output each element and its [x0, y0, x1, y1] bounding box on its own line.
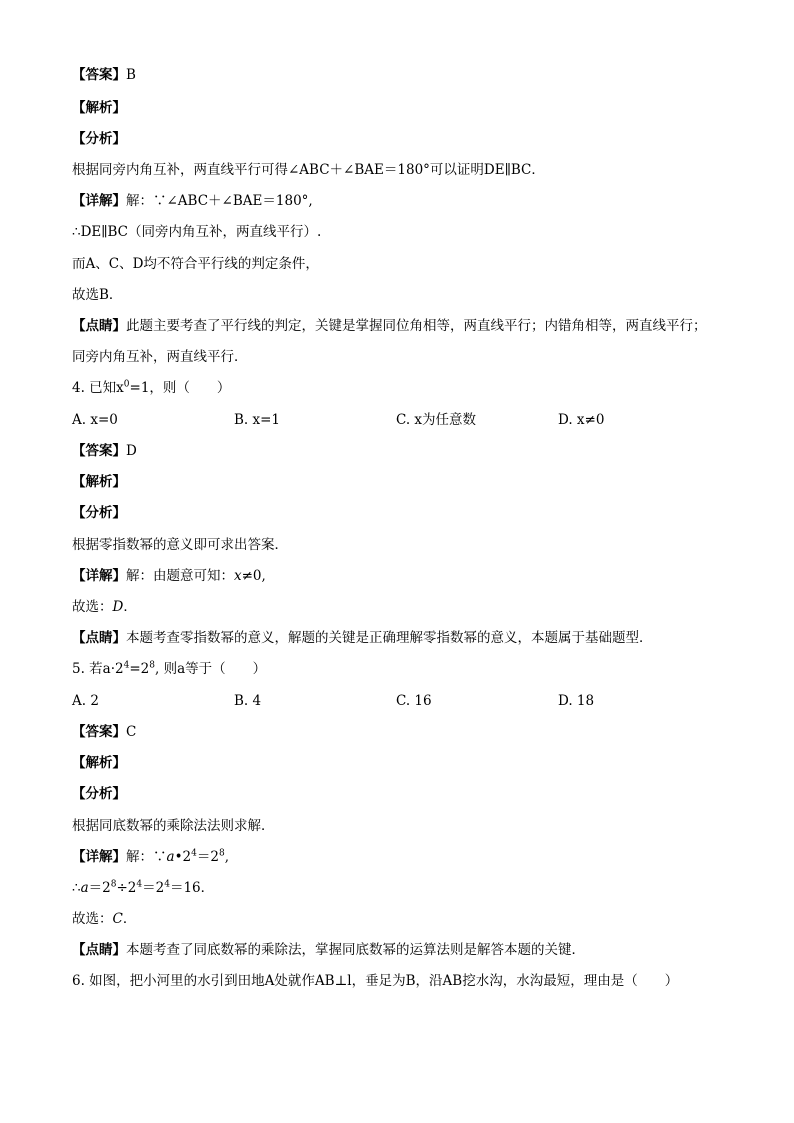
fenxi-text: 根据零指数幂的意义即可求出答案．: [72, 537, 288, 553]
answer-value: B: [126, 67, 136, 83]
option-d: D. 18: [558, 693, 595, 709]
detail-text: 而A、C、D均不符合平行线的判定条件，: [72, 256, 319, 272]
option-b: B. x=1: [234, 412, 281, 428]
option-d: D. x≠0: [558, 412, 605, 428]
detail-line: [72, 567, 266, 585]
fenxi-label: 【分析】: [72, 786, 126, 802]
detail-label: 【详解】: [72, 849, 126, 865]
answer-label: 【答案】: [72, 67, 126, 83]
fenxi-text: 根据同底数幂的乘除法法则求解．: [72, 818, 275, 834]
detail-text: ∴DE∥BC（同旁内角互补，两直线平行）.: [72, 224, 322, 240]
detail-text: ＝2: [88, 880, 111, 896]
comment-text: 本题考查零指数幂的意义，解题的关键是正确理解零指数幂的意义，本题属于基础题型．: [126, 630, 653, 646]
stem-part: 4. 已知x: [72, 380, 124, 396]
detail-text: ＝16．: [169, 880, 215, 896]
detail-text: 故选B．: [72, 287, 123, 303]
detail-text: 故选：: [72, 599, 113, 615]
comment-label: 【点睛】: [72, 630, 126, 646]
detail-text: ＝2: [142, 880, 165, 896]
stem-part: 5. 若a·2: [72, 661, 124, 677]
variable: C: [112, 911, 123, 927]
answer-value: D: [126, 443, 137, 459]
option-a: A. 2: [72, 693, 99, 709]
option-b: B. 4: [234, 693, 262, 709]
superscript: 8: [218, 848, 225, 859]
detail-line: [72, 192, 313, 210]
analysis-label: 【解析】: [72, 755, 126, 771]
detail-text: ÷2: [116, 880, 137, 896]
analysis-label: 【解析】: [72, 474, 126, 490]
superscript: 8: [110, 879, 117, 890]
option-c: C. x为任意数: [396, 412, 477, 428]
question-stem: 6. 如图，把小河里的水引到田地A处就作AB⊥l，垂足为B，沿AB挖水沟，水沟最短，理由是（ ）: [72, 973, 679, 989]
analysis-label: 【解析】: [72, 100, 126, 116]
variable: D: [112, 599, 124, 615]
comment-text: 本题考查了同底数幂的乘除法，掌握同底数幂的运算法则是解答本题的关键．: [126, 942, 585, 958]
variable: a: [80, 880, 89, 896]
stem-part: =1，则（ ）: [129, 380, 231, 396]
superscript: 0: [123, 379, 130, 390]
superscript: 4: [123, 660, 130, 671]
answer-label: 【答案】: [72, 443, 126, 459]
superscript: 8: [149, 660, 155, 671]
detail-text: ≠0,: [241, 568, 266, 584]
detail-label: 【详解】: [72, 568, 126, 584]
detail-text: 解：∵: [126, 849, 167, 865]
detail-text: [72, 879, 214, 897]
fenxi-label: 【分析】: [72, 131, 126, 147]
variable: x: [234, 568, 242, 584]
comment-label: 【点睛】: [72, 942, 126, 958]
comment-text: 同旁内角互补，两直线平行．: [72, 349, 248, 365]
comment-label: 【点睛】: [72, 318, 126, 334]
comment-line: [72, 629, 653, 647]
detail-text: ,: [224, 849, 229, 865]
detail-text: 解：由题意可知：: [126, 568, 234, 584]
superscript: 4: [136, 879, 143, 890]
superscript: 4: [191, 848, 197, 859]
stem-part: =2: [129, 661, 150, 677]
detail-text: ．: [123, 599, 137, 615]
fenxi-text: 根据同旁内角互补，两直线平行可得∠ABC＋∠BAE＝180°可以证明DE∥BC．: [72, 162, 545, 178]
option-a: A. x=0: [72, 412, 118, 428]
stem-part: , 则a等于（ ）: [154, 661, 267, 677]
question-stem: [72, 660, 266, 678]
comment-line: [72, 317, 707, 335]
detail-text: ＝2: [196, 849, 219, 865]
detail-text: 解：∵∠ABC＋∠BAE＝180°,: [126, 193, 313, 209]
detail-text: ∴: [72, 880, 81, 896]
option-c: C. 16: [396, 693, 432, 709]
detail-text: [72, 910, 136, 928]
answer-label: 【答案】: [72, 724, 126, 740]
detail-text: 故选：: [72, 911, 113, 927]
superscript: 4: [164, 879, 170, 890]
detail-text: •2: [174, 849, 192, 865]
detail-text: [72, 598, 137, 616]
comment-line: [72, 941, 585, 959]
comment-text: 此题主要考查了平行线的判定，关键是掌握同位角相等，两直线平行；内错角相等，两直线平行；: [126, 318, 707, 334]
answer-value: C: [126, 724, 137, 740]
question-stem: [72, 379, 230, 397]
variable: a: [166, 849, 175, 865]
detail-label: 【详解】: [72, 193, 126, 209]
q3-answer-line: [72, 66, 136, 84]
detail-text: ．: [122, 911, 137, 927]
fenxi-label: 【分析】: [72, 505, 126, 521]
q4-answer-line: [72, 442, 137, 460]
detail-line: [72, 848, 229, 866]
q5-answer-line: [72, 723, 136, 741]
